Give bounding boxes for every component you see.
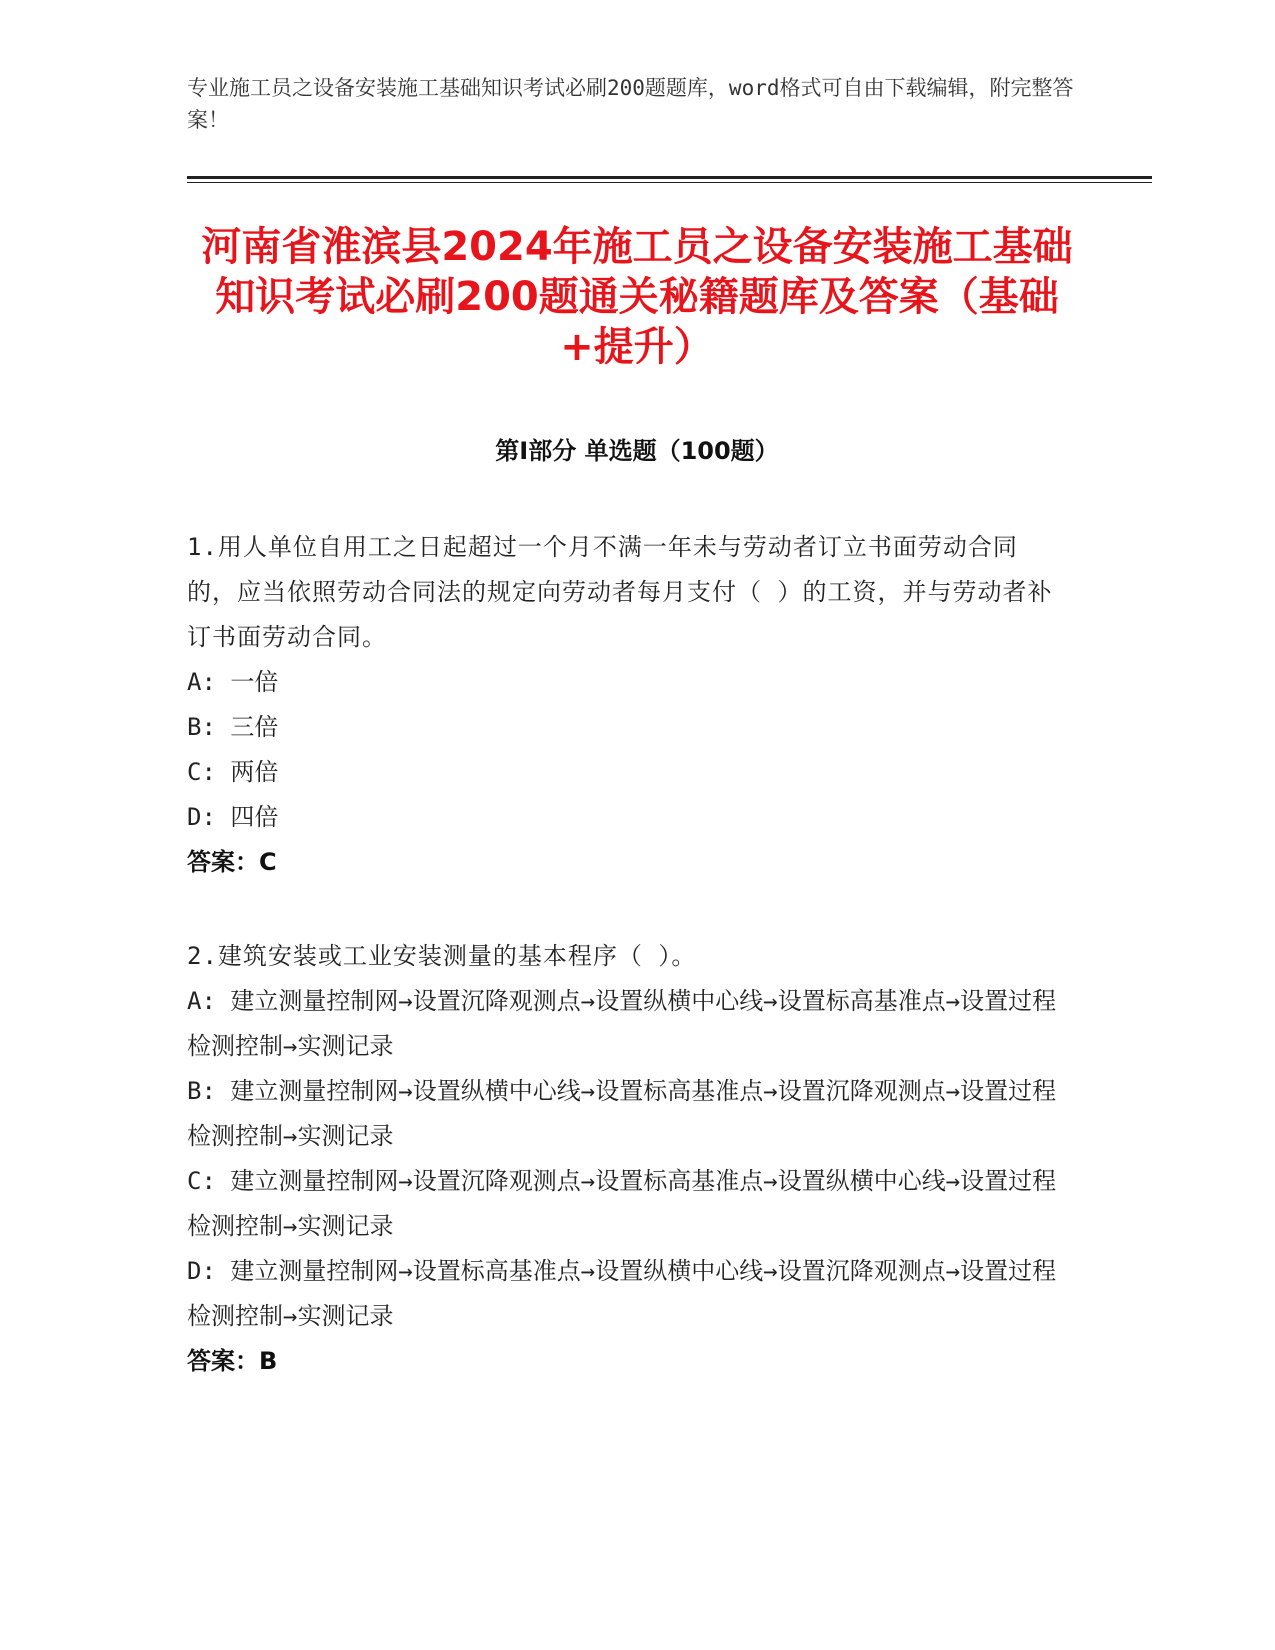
document-title: 河南省淮滨县2024年施工员之设备安装施工基础知识考试必刷200题通关秘籍题库及答案（基础+提升）	[201, 224, 1073, 370]
option-c	[187, 750, 1067, 795]
option-text: 建立测量控制网→设置纵横中心线→设置标高基准点→设置沉降观测点→设置过程检测控制→实测记录	[187, 1077, 1057, 1150]
option-label: C:	[187, 1167, 216, 1195]
option-text: 一倍	[230, 668, 279, 696]
option-label: D:	[187, 803, 216, 831]
option-b	[187, 705, 1067, 750]
option-a	[187, 660, 1067, 705]
option-label: A:	[187, 668, 216, 696]
question-stem: 1.用人单位自用工之日起超过一个月不满一年未与劳动者订立书面劳动合同的，应当依照劳动合同法的规定向劳动者每月支付（ ）的工资，并与劳动者补订书面劳动合同。	[187, 533, 1053, 651]
option-text: 两倍	[230, 758, 279, 786]
answer-line: 答案：B	[187, 1347, 278, 1375]
option-label: A:	[187, 987, 216, 1015]
question-1	[187, 525, 1067, 885]
question-stem: 2.建筑安装或工业安装测量的基本程序（ ）。	[187, 942, 697, 970]
option-c	[187, 1159, 1067, 1249]
section-title: 第Ⅰ部分 单选题（100题）	[495, 437, 779, 465]
option-label: C:	[187, 758, 216, 786]
option-d	[187, 1249, 1067, 1339]
option-b	[187, 1069, 1067, 1159]
header-note: 专业施工员之设备安装施工基础知识考试必刷200题题库，word格式可自由下载编辑，附完整答案！	[187, 76, 1074, 132]
answer-line: 答案：C	[187, 848, 277, 876]
header-rule-thin	[187, 182, 1152, 183]
option-label: B:	[187, 1077, 216, 1105]
option-d	[187, 795, 1067, 840]
option-a	[187, 979, 1067, 1069]
option-label: D:	[187, 1257, 216, 1285]
option-text: 三倍	[230, 713, 279, 741]
option-text: 建立测量控制网→设置标高基准点→设置纵横中心线→设置沉降观测点→设置过程检测控制→实测记录	[187, 1257, 1057, 1330]
option-label: B:	[187, 713, 216, 741]
question-2	[187, 934, 1067, 1384]
option-text: 建立测量控制网→设置沉降观测点→设置纵横中心线→设置标高基准点→设置过程检测控制→实测记录	[187, 987, 1057, 1060]
header-rule-thick	[187, 176, 1152, 179]
option-text: 四倍	[230, 803, 279, 831]
option-text: 建立测量控制网→设置沉降观测点→设置标高基准点→设置纵横中心线→设置过程检测控制→实测记录	[187, 1167, 1057, 1240]
